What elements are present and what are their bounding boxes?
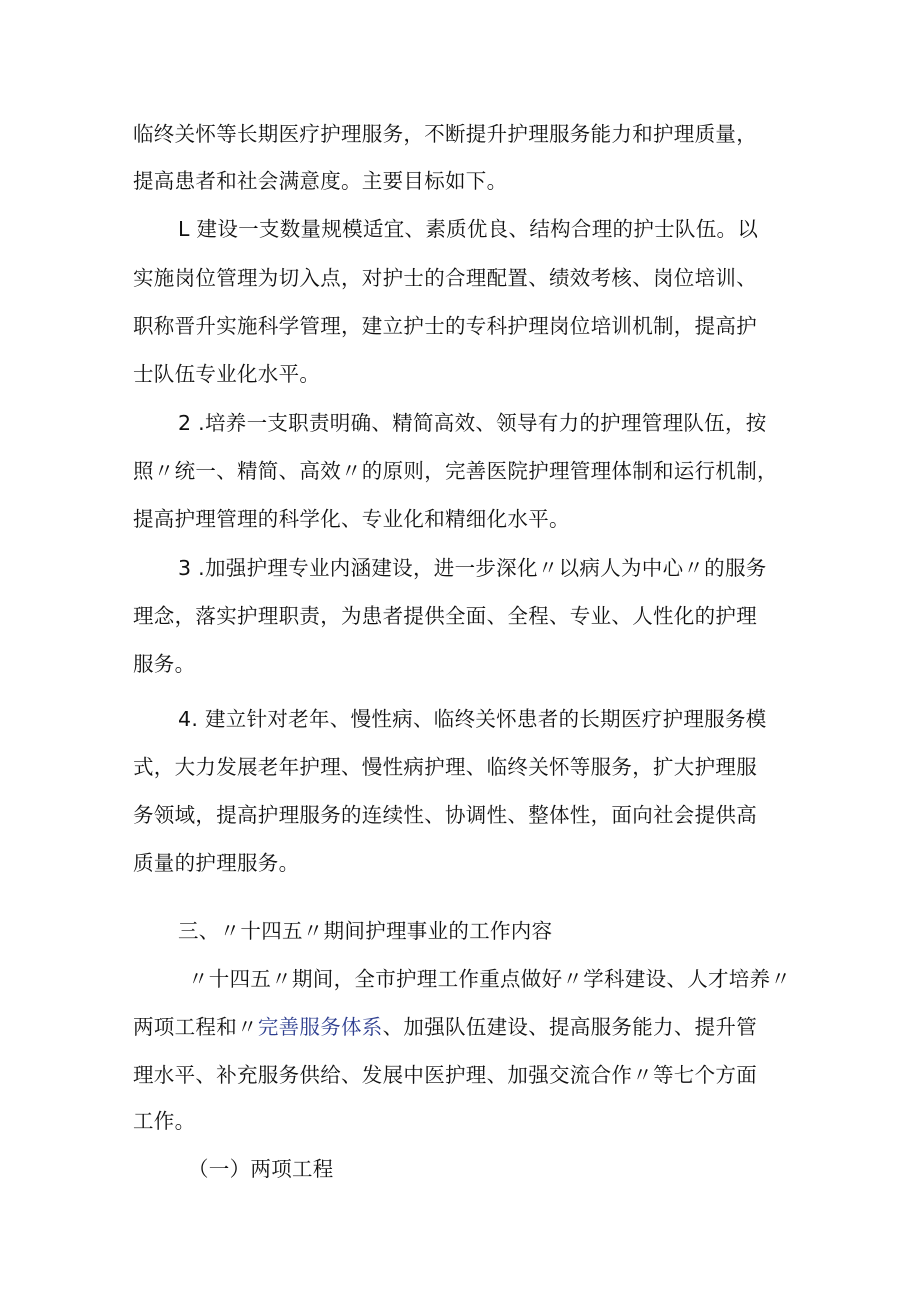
paragraph-line: 理念，落实护理职责，为患者提供全面、全程、专业、人性化的护理 (133, 604, 757, 628)
subheading: （一）两项工程 (188, 1157, 334, 1181)
paragraph-line: 4. 建立针对老年、慢性病、临终关怀患者的长期医疗护理服务模 (178, 707, 767, 731)
paragraph-line: 3 .加强护理专业内涵建设，进一步深化〃以病人为中心〃的服务 (178, 556, 767, 580)
section-heading: 三、〃十四五〃期间护理事业的工作内容 (178, 919, 553, 943)
paragraph-text: 两项工程和〃 (133, 1015, 258, 1039)
paragraph-line: 〃十四五〃期间，全市护理工作重点做好〃学科建设、人才培养〃 (188, 967, 792, 991)
paragraph-line: 式，大力发展老年护理、慢性病护理、临终关怀等服务，扩大护理服 (133, 755, 757, 779)
paragraph-line: 实施岗位管理为切入点，对护士的合理配置、绩效考核、岗位培训、 (133, 266, 757, 290)
paragraph-line: 提高护理管理的科学化、专业化和精细化水平。 (133, 507, 570, 531)
paragraph-line: 务领域，提高护理服务的连续性、协调性、整体性，面向社会提供高 (133, 803, 757, 827)
paragraph-line: 质量的护理服务。 (133, 851, 300, 875)
paragraph-line: 临终关怀等长期医疗护理服务，不断提升护理服务能力和护理质量， (133, 122, 757, 146)
paragraph-line: 士队伍专业化水平。 (133, 362, 321, 386)
paragraph-line (133, 1014, 813, 1040)
paragraph-line: 理水平、补充服务供给、发展中医护理、加强交流合作〃等七个方面 (133, 1063, 757, 1087)
paragraph-line: 服务。 (133, 652, 196, 676)
paragraph-line: 2 .培养一支职责明确、精简高效、领导有力的护理管理队伍，按 (178, 411, 767, 435)
paragraph-line: 工作。 (133, 1109, 196, 1133)
paragraph-text: 、加强队伍建设、提高服务能力、提升管 (382, 1015, 758, 1039)
paragraph-line: 职称晋升实施科学管理，建立护士的专科护理岗位培训机制，提高护 (133, 314, 757, 338)
paragraph-line: 照〃统一、精简、高效〃的原则，完善医院护理管理体制和运行机制， (133, 459, 778, 483)
service-system-link[interactable]: 完善服务体系 (257, 1015, 383, 1039)
paragraph-line: L 建设一支数量规模适宜、素质优良、结构合理的护士队伍。以 (178, 217, 759, 241)
paragraph-line: 提高患者和社会满意度。主要目标如下。 (133, 169, 508, 193)
